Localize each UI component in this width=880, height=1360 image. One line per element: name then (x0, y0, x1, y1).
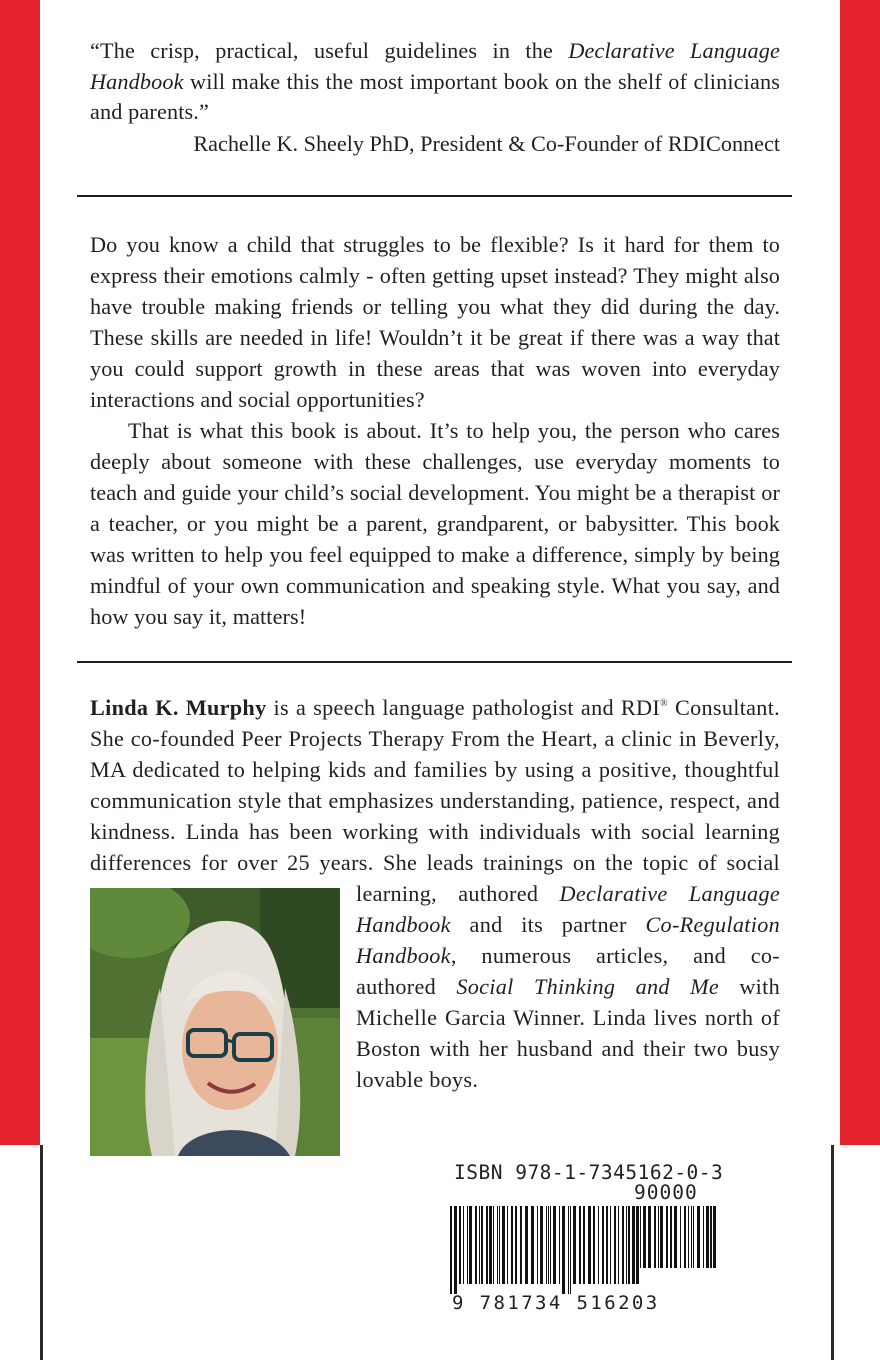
barcode-bar (520, 1206, 522, 1284)
barcode-bar (710, 1206, 712, 1268)
endorsement-quote: “The crisp, practical, useful guidelines in the Declarative Language Handbook will make this the most important book on the shelf of clinicians and parents.” (90, 38, 780, 124)
barcode-bar (606, 1206, 608, 1284)
barcode-bar (622, 1206, 624, 1284)
right-red-band (840, 0, 880, 1145)
barcode-bar (614, 1206, 616, 1284)
barcode-bar (648, 1206, 651, 1268)
barcode-bar (636, 1206, 639, 1284)
barcode-bar (515, 1206, 517, 1284)
barcode-bar (479, 1206, 480, 1284)
description-paragraph-1: Do you know a child that struggles to be flexible? Is it hard for them to express their emotions calmly - often getting upset instead? They might also have trouble making friends or telling you what they did during the day. These skills are needed in life! Wouldn’t it be great if there was a way that you could support growth in these areas that was woven into everyday interactions and social opportunities? (90, 232, 780, 412)
barcode-bar (450, 1206, 452, 1294)
left-red-band (0, 0, 40, 1145)
bio-title-coregulation: Co-Regulation Handbook (356, 912, 780, 968)
barcode-bar (559, 1206, 560, 1284)
barcode-bar (666, 1206, 668, 1268)
barcode-bar (570, 1206, 571, 1294)
isbn-barcode (426, 1162, 726, 1322)
barcode-bar (583, 1206, 585, 1284)
author-name: Linda K. Murphy (90, 695, 267, 720)
barcode-bar (693, 1206, 694, 1268)
barcode-bar (680, 1206, 681, 1268)
barcode-bar (688, 1206, 689, 1268)
barcode-bar (475, 1206, 477, 1284)
divider (77, 661, 792, 663)
barcode-bar (525, 1206, 528, 1284)
barcode-bar (454, 1206, 457, 1294)
barcode-bar (598, 1206, 599, 1284)
registered-mark: ® (660, 698, 668, 709)
author-photo-illustration (90, 888, 340, 1156)
barcode-bar (511, 1206, 513, 1284)
barcode-bar (537, 1206, 538, 1284)
barcode-bar (463, 1206, 464, 1284)
divider (77, 195, 792, 197)
barcode-bar (703, 1206, 704, 1268)
bio-title-declarative: Declarative Language Handbook (356, 881, 780, 937)
barcode-bar (489, 1206, 492, 1284)
barcode-bar (684, 1206, 686, 1268)
left-edge-line (40, 1145, 43, 1360)
barcode-bar (643, 1206, 646, 1268)
barcode-bar (502, 1206, 505, 1284)
bio-title-social-thinking: Social Thinking and Me (456, 974, 720, 999)
barcode-bar (618, 1206, 619, 1284)
barcode-bar (691, 1206, 692, 1268)
barcode-bar (588, 1206, 591, 1284)
author-bio: Linda K. Murphy is a speech language pathologist and RDI® Consultant. She co-founded Peer Projects Therapy From the Heart, a clinic in Beverly, MA dedicated to helping kids and families by using a positive, thoughtful communication style that emphasizes understanding, patience, respect, and kindness. Linda has been working with individuals with social learning differences for over 25 years. She leads trainings on the topic of social learning, authored Declarative Language Handbook and its partner Co-Regulation Handbook, numerous articles, and co-authored Social Thinking and Me with Michelle Garcia Winner. Linda lives north of Boston with her husband and their two busy lovable boys. (90, 692, 780, 1156)
barcode-bar (593, 1206, 595, 1284)
barcode-bar (626, 1206, 627, 1284)
barcode-bar (674, 1206, 677, 1268)
barcode-bar (697, 1206, 700, 1268)
barcode-bar (499, 1206, 500, 1284)
barcode-bar (531, 1206, 534, 1284)
barcode-bar (632, 1206, 635, 1284)
barcode-bar (579, 1206, 581, 1284)
barcode-bar (610, 1206, 611, 1284)
barcode-bar (628, 1206, 630, 1284)
right-edge-line (831, 1145, 834, 1360)
barcode-bar (481, 1206, 483, 1284)
endorsement-section (90, 36, 780, 159)
isbn-label: ISBN 978-1-7345162-0-3 (454, 1161, 724, 1184)
barcode-bar (550, 1206, 551, 1284)
barcode-bar (467, 1206, 468, 1284)
barcode-bar (540, 1206, 543, 1284)
barcode-bar (640, 1206, 641, 1268)
barcode-bar (486, 1206, 488, 1284)
ean-digits: 9 781734 516203 (452, 1292, 660, 1314)
ean-barcode-bars (450, 1206, 640, 1294)
author-photo (90, 888, 340, 1156)
barcode-bar (553, 1206, 556, 1284)
barcode-bar (497, 1206, 498, 1284)
barcode-bar (562, 1206, 565, 1294)
barcode-bar (713, 1206, 716, 1268)
barcode-bar (548, 1206, 549, 1284)
barcode-bar (654, 1206, 656, 1268)
barcode-bar (469, 1206, 472, 1284)
quote-attribution: Rachelle K. Sheely PhD, President & Co-Founder of RDIConnect (193, 130, 780, 156)
barcode-bar (573, 1206, 576, 1284)
quote-book-title: Declarative Language Handbook (90, 38, 780, 94)
barcode-bar (706, 1206, 709, 1268)
barcode-bar (658, 1206, 659, 1268)
addon-barcode-bars (640, 1206, 720, 1278)
barcode-bar (507, 1206, 508, 1284)
barcode-bar (546, 1206, 547, 1284)
barcode-bar (602, 1206, 604, 1284)
barcode-bar (660, 1206, 663, 1268)
barcode-bar (459, 1206, 461, 1284)
price-code: 90000 (634, 1181, 698, 1204)
book-description (90, 229, 780, 632)
barcode-bar (493, 1206, 494, 1284)
description-paragraph-2: That is what this book is about. It’s to help you, the person who cares deeply about someone with these challenges, use everyday moments to teach and guide your child’s social development. You might be a therapist or a teacher, or you might be a parent, grandparent, or babysitter. This book was written to help you feel equipped to make a difference, simply by being mindful of your own communication and speaking style. What you say, and how you say it, matters! (90, 418, 780, 629)
barcode-bar (670, 1206, 672, 1268)
barcode-bar (568, 1206, 569, 1294)
